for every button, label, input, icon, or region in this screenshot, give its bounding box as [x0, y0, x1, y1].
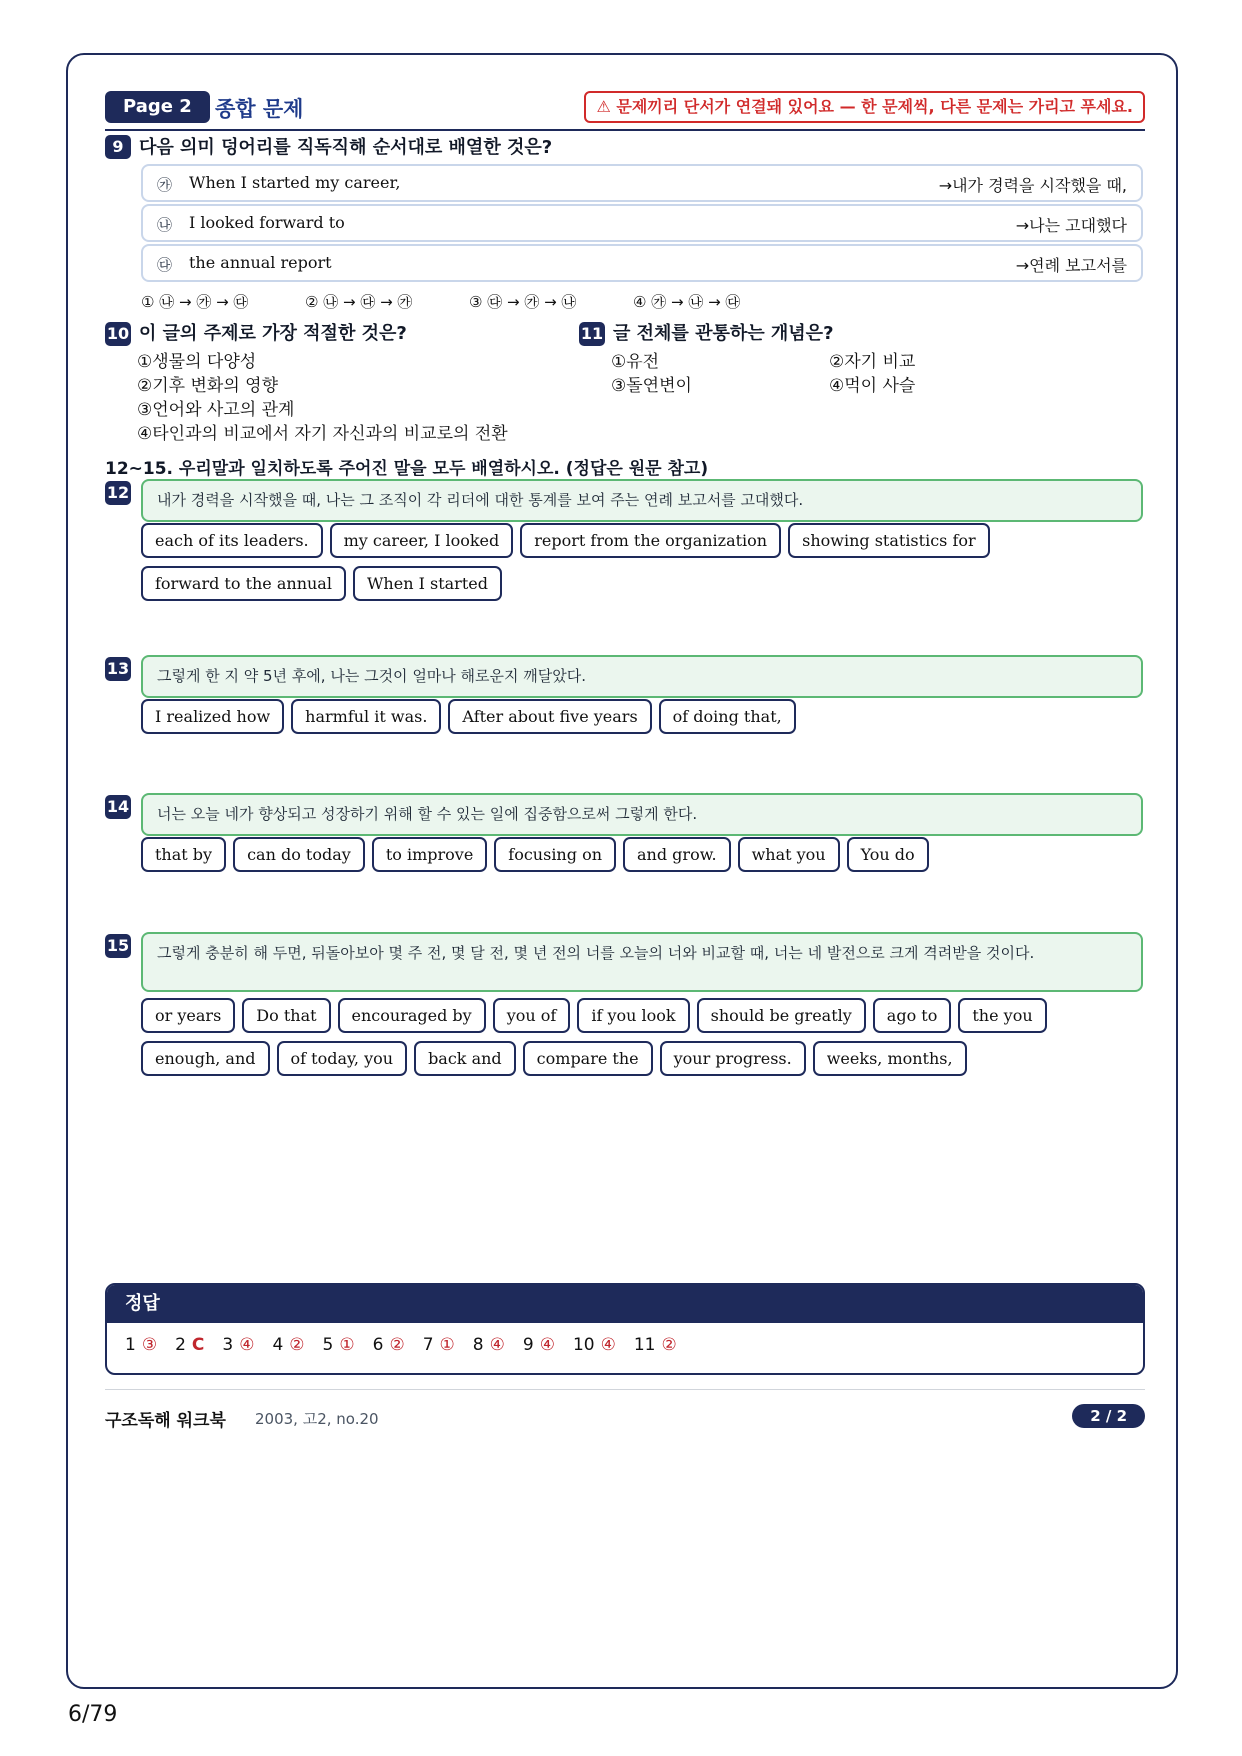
- answer-value: ②: [289, 1335, 305, 1355]
- chunk-row: [141, 164, 1143, 202]
- chunk-row: [141, 204, 1143, 242]
- word-tile[interactable]: of doing that,: [659, 699, 796, 734]
- word-tile[interactable]: your progress.: [660, 1041, 806, 1076]
- option-2[interactable]: ②자기 비교: [829, 352, 916, 372]
- footer-title: 구조독해 워크북: [105, 1411, 226, 1431]
- word-tile[interactable]: and grow.: [623, 837, 731, 872]
- word-tile[interactable]: each of its leaders.: [141, 523, 323, 558]
- worksheet-page: [66, 53, 1178, 1689]
- answer-number: 6: [372, 1335, 384, 1355]
- page-header: [105, 91, 1145, 131]
- word-tile[interactable]: or years: [141, 998, 235, 1033]
- answer-item: [634, 1335, 677, 1355]
- question-number: 9: [105, 135, 131, 159]
- option-2[interactable]: ②기후 변화의 영향: [137, 376, 279, 396]
- answer-item: [423, 1335, 455, 1355]
- word-tile[interactable]: you of: [493, 998, 571, 1033]
- word-tile[interactable]: that by: [141, 837, 226, 872]
- answer-value: ④: [489, 1335, 505, 1355]
- word-tile[interactable]: of today, you: [277, 1041, 408, 1076]
- question-text: 글 전체를 관통하는 개념은?: [613, 323, 834, 344]
- question-number: 15: [105, 934, 131, 958]
- chunk-english: the annual report: [189, 253, 332, 272]
- option-3[interactable]: ③언어와 사고의 관계: [137, 400, 295, 420]
- option-4[interactable]: ④타인과의 비교에서 자기 자신과의 비교로의 전환: [137, 424, 508, 444]
- answer-number: 7: [422, 1335, 434, 1355]
- answer-item: [473, 1335, 505, 1355]
- answer-number: 8: [472, 1335, 484, 1355]
- chunk-english: When I started my career,: [189, 173, 401, 192]
- answer-item: [175, 1335, 204, 1355]
- question-text: 이 글의 주제로 가장 적절한 것은?: [139, 323, 407, 344]
- answer-number: 9: [522, 1335, 534, 1355]
- answer-item: [373, 1335, 405, 1355]
- word-tile[interactable]: ago to: [873, 998, 952, 1033]
- option-3[interactable]: ③ ㉰ → ㉮ → ㉯: [469, 293, 577, 311]
- chunk-mark: ㉮: [157, 176, 173, 194]
- answer-box: [105, 1283, 1145, 1375]
- answer-number: 2: [175, 1335, 186, 1355]
- answer-row: [107, 1323, 1143, 1367]
- word-tile[interactable]: After about five years: [448, 699, 651, 734]
- word-tile[interactable]: should be greatly: [697, 998, 866, 1033]
- page-count: 6/79: [68, 1702, 118, 1727]
- answer-number: 5: [322, 1335, 334, 1355]
- answer-item: [272, 1335, 304, 1355]
- word-tile[interactable]: report from the organization: [520, 523, 781, 558]
- worksheet-content: [105, 55, 1145, 1687]
- word-tile[interactable]: encouraged by: [338, 998, 486, 1033]
- chunk-mark: ㉯: [157, 216, 173, 234]
- word-tiles: [141, 699, 1143, 734]
- answer-number: 1: [125, 1335, 136, 1355]
- answer-value: ④: [600, 1335, 616, 1355]
- option-1[interactable]: ① ㉯ → ㉮ → ㉰: [141, 293, 249, 311]
- option-3[interactable]: ③돌연변이: [611, 376, 692, 396]
- word-tiles: [141, 998, 1143, 1076]
- chunk-korean: →내가 경력을 시작했을 때,: [938, 176, 1127, 195]
- question-number: 14: [105, 795, 131, 819]
- answer-value: ①: [339, 1335, 355, 1355]
- word-tile[interactable]: focusing on: [494, 837, 616, 872]
- answer-value: ②: [389, 1335, 405, 1355]
- word-tile[interactable]: can do today: [233, 837, 365, 872]
- word-tile[interactable]: weeks, months,: [813, 1041, 967, 1076]
- word-tile[interactable]: When I started: [353, 566, 502, 601]
- footer-page-badge: 2 / 2: [1072, 1404, 1145, 1428]
- korean-prompt: 내가 경력을 시작했을 때, 나는 그 조직이 각 리더에 대한 통계를 보여 주는 연례 보고서를 고대했다.: [141, 479, 1143, 522]
- answer-number: 3: [222, 1335, 234, 1355]
- korean-prompt: 그렇게 충분히 해 두면, 뒤돌아보아 몇 주 전, 몇 달 전, 몇 년 전의 너를 오늘의 너와 비교할 때, 너는 네 발전으로 크게 격려받을 것이다.: [141, 932, 1143, 992]
- chunk-english: I looked forward to: [189, 213, 345, 232]
- answer-item: [523, 1335, 555, 1355]
- chunk-korean: →연례 보고서를: [1015, 256, 1127, 275]
- warning-banner: ⚠ 문제끼리 단서가 연결돼 있어요 — 한 문제씩, 다른 문제는 가리고 푸세요.: [584, 91, 1145, 123]
- answer-number: 4: [272, 1335, 284, 1355]
- word-tile[interactable]: compare the: [523, 1041, 653, 1076]
- question-number: 11: [579, 322, 605, 346]
- word-tiles: [141, 837, 1143, 872]
- chunk-korean: →나는 고대했다: [1015, 216, 1127, 235]
- word-tile[interactable]: enough, and: [141, 1041, 270, 1076]
- question-text: 다음 의미 덩어리를 직독직해 순서대로 배열한 것은?: [139, 137, 553, 158]
- word-tile[interactable]: Do that: [242, 998, 330, 1033]
- answer-title: 정답: [107, 1285, 1143, 1323]
- answer-item: [573, 1335, 616, 1355]
- footer-meta: 2003, 고2, no.20: [255, 1410, 379, 1428]
- word-tile[interactable]: showing statistics for: [788, 523, 990, 558]
- question-number: 12: [105, 481, 131, 505]
- answer-number: 10: [572, 1335, 595, 1355]
- option-1[interactable]: ①유전: [611, 352, 660, 372]
- answer-value: C: [191, 1335, 205, 1355]
- answer-value: ④: [539, 1335, 555, 1355]
- answer-item: [125, 1335, 157, 1355]
- question-number: 10: [105, 322, 131, 346]
- page-footer: [105, 1389, 1145, 1431]
- chunk-row: [141, 244, 1143, 282]
- korean-prompt: 그렇게 한 지 약 5년 후에, 나는 그것이 얼마나 해로운지 깨달았다.: [141, 655, 1143, 698]
- answer-value: ①: [439, 1335, 455, 1355]
- word-tile[interactable]: if you look: [577, 998, 689, 1033]
- section-instruction: 12~15. 우리말과 일치하도록 주어진 말을 모두 배열하시오. (정답은 원문 참고): [105, 459, 709, 479]
- question-number: 13: [105, 657, 131, 681]
- answer-value: ②: [661, 1335, 677, 1355]
- korean-prompt: 너는 오늘 네가 향상되고 성장하기 위해 할 수 있는 일에 집중함으로써 그렇게 한다.: [141, 793, 1143, 836]
- word-tile[interactable]: to improve: [372, 837, 487, 872]
- option-4[interactable]: ④ ㉮ → ㉯ → ㉰: [633, 293, 741, 311]
- word-tile[interactable]: back and: [414, 1041, 516, 1076]
- word-tile[interactable]: the you: [958, 998, 1046, 1033]
- word-tile[interactable]: forward to the annual: [141, 566, 346, 601]
- word-tile[interactable]: my career, I looked: [330, 523, 514, 558]
- answer-number: 11: [633, 1335, 656, 1355]
- section-title: 종합 문제: [215, 97, 304, 121]
- word-tile[interactable]: You do: [847, 837, 929, 872]
- chunk-mark: ㉰: [157, 256, 173, 274]
- word-tile[interactable]: what you: [738, 837, 840, 872]
- word-tile[interactable]: harmful it was.: [291, 699, 441, 734]
- option-1[interactable]: ①생물의 다양성: [137, 352, 257, 372]
- word-tiles: [141, 523, 1143, 601]
- answer-item: [323, 1335, 355, 1355]
- option-4[interactable]: ④먹이 사슬: [829, 376, 916, 396]
- answer-value: ③: [141, 1335, 158, 1355]
- page-badge: Page 2: [105, 91, 210, 123]
- answer-value: ④: [239, 1335, 255, 1355]
- answer-item: [222, 1335, 254, 1355]
- word-tile[interactable]: I realized how: [141, 699, 284, 734]
- option-2[interactable]: ② ㉯ → ㉰ → ㉮: [305, 293, 413, 311]
